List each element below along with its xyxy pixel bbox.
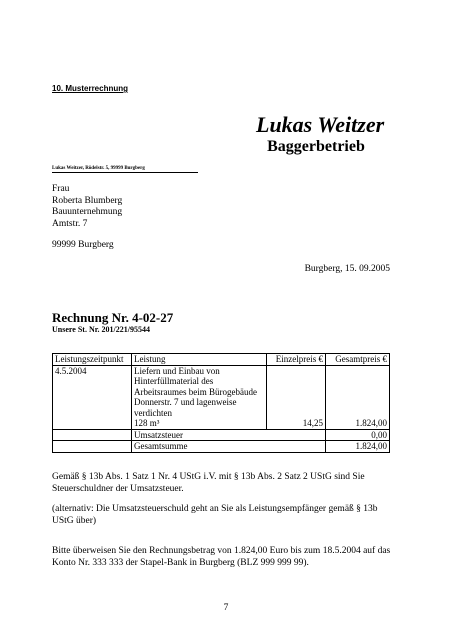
tax-value: 0,00	[326, 429, 390, 441]
company-subtitle: Baggerbetrieb	[267, 138, 365, 155]
section-heading: 10. Musterrechnung	[52, 84, 129, 93]
recipient-company: Bauunternehmung	[52, 207, 123, 217]
invoice-date: Burgberg, 15. 09.2005	[304, 264, 390, 274]
recipient-city: 99999 Burgberg	[52, 240, 114, 250]
desc-line: verdichten	[134, 407, 172, 418]
tax-label: Umsatzsteuer	[132, 429, 326, 441]
tax-number: Unsere St. Nr. 201/221/95544	[52, 325, 150, 334]
page-number: 7	[223, 603, 229, 613]
header-total-price: Gesamtpreis €	[326, 354, 390, 366]
header-service-date: Leistungszeitpunkt	[53, 354, 132, 366]
recipient-name: Roberta Blumberg	[52, 195, 123, 206]
desc-line: Donnerstr. 7 und lagenweise	[134, 397, 237, 407]
desc-quantity: 128 m³	[134, 418, 160, 428]
tax-row	[53, 429, 390, 441]
company-name: Lukas Weitzer	[256, 112, 385, 137]
sum-value: 1.824,00	[326, 441, 390, 453]
row-description	[132, 365, 267, 429]
desc-line: Hinterfüllmaterial des	[134, 376, 214, 386]
recipient-salutation: Frau	[52, 184, 70, 194]
payment-instruction: Bitte überweisen Sie den Rechnungsbetrag von 1.824,00 Euro bis zum 18.5.2004 auf das Konto Nr. 333 333 der Stapel-Bank in Burgberg (BLZ 999 999 99).	[52, 546, 391, 568]
recipient-address	[52, 184, 122, 252]
sum-label: Gesamtsumme	[132, 441, 326, 453]
sum-row	[53, 441, 390, 453]
tax-liability-note: Gemäß § 13b Abs. 1 Satz 1 Nr. 4 UStG i.V. mit § 13b Abs. 2 Satz 2 UStG sind Sie Steuerschuldner der Umsatzsteuer.	[52, 472, 365, 494]
alternative-note: (alternativ: Die Umsatzsteuerschuld geht an Sie als Leistungsempfänger gemäß § 13b UStG über)	[52, 504, 378, 526]
recipient-street: Amtstr. 7	[52, 218, 88, 229]
row-total: 1.824,00	[326, 365, 390, 429]
desc-line: Liefern und Einbau von	[134, 365, 220, 376]
invoice-title: Rechnung Nr. 4-02-27	[52, 310, 174, 325]
sender-address-line: Lukas Weitzer, Rödelstr. 5, 99999 Burgberg	[52, 166, 198, 173]
header-service: Leistung	[132, 354, 267, 366]
table-header-row	[53, 354, 390, 366]
invoice-table	[52, 353, 390, 453]
table-row	[53, 365, 390, 429]
header-unit-price: Einzelpreis €	[267, 354, 326, 366]
row-date: 4.5.2004	[53, 365, 132, 429]
row-unit-price: 14,25	[267, 365, 326, 429]
desc-line: Arbeitsraumes beim Bürogebäude	[134, 386, 257, 397]
